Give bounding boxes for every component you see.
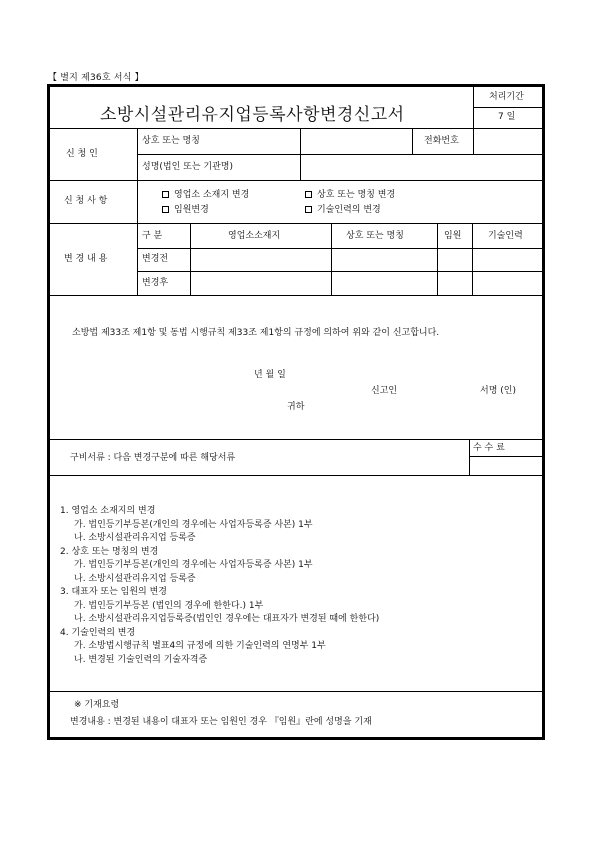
fee-field[interactable] (471, 458, 541, 473)
checkbox-icon[interactable] (305, 191, 312, 198)
reporter-label: 신고인 (371, 386, 398, 396)
doc-item-sub: 나. 소방시설관리유지업등록증(법인인 경우에는 대표자가 변경된 때에 한한다) (74, 614, 380, 624)
after-executive-field[interactable] (439, 273, 470, 293)
doc-item-title: 4. 기술인력의 변경 (60, 627, 136, 638)
doc-item-sub: 나. 소방시설관리유지업 등록증 (74, 533, 196, 543)
change-section-label: 변 경 내 용 (64, 254, 108, 264)
option-executive[interactable]: 임원변경 (162, 206, 209, 215)
before-executive-field[interactable] (439, 250, 470, 269)
checkbox-icon[interactable] (162, 206, 169, 213)
col-office-address: 영업소소재지 (228, 231, 281, 241)
col-trade-name: 상호 또는 명칭 (346, 231, 404, 241)
col-executive: 임원 (444, 231, 462, 241)
checkbox-icon[interactable] (305, 206, 312, 213)
before-technical-field[interactable] (474, 250, 541, 269)
doc-item-sub: 가. 법인등기부등본 (법인의 경우에 한한다.) 1부 (74, 600, 264, 611)
applicant-section-label: 신 청 인 (66, 149, 98, 159)
doc-item-sub: 나. 소방시설관리유지업 등록증 (74, 573, 196, 584)
signature-label: 서명 (인) (480, 386, 516, 396)
before-office-field[interactable] (192, 250, 329, 269)
notes-text: 변경내용 : 변경된 내용이 대표자 또는 임원인 경우 『임원』란에 성명을 기재 (70, 717, 372, 727)
required-documents-list (60, 505, 379, 667)
after-trade-name-field[interactable] (333, 273, 435, 293)
doc-item-title: 1. 영업소 소재지의 변경 (60, 506, 156, 516)
addressee-label: 귀하 (287, 402, 305, 412)
phone-field[interactable] (475, 130, 541, 152)
required-documents-label: 구비서류 : 다음 변경구분에 따른 해당서류 (70, 453, 236, 463)
option-office-address[interactable]: 영업소 소재지 변경 (162, 191, 249, 200)
doc-item-sub: 나. 변경된 기술인력의 기술자격증 (74, 654, 208, 665)
processing-period-label: 처리기간 (489, 92, 524, 102)
row-after: 변경후 (142, 278, 169, 288)
row-before: 변경전 (142, 254, 169, 264)
doc-item-sub: 가. 소방법시행규칙 별표4의 규정에 의한 기술인력의 연명부 1부 (74, 641, 326, 651)
processing-period-value: 7 일 (498, 112, 516, 122)
notes-title: ※ 기재요령 (74, 700, 120, 710)
doc-item-title: 2. 상호 또는 명칭의 변경 (60, 546, 159, 557)
option-technical-staff[interactable]: 기술인력의 변경 (305, 206, 381, 215)
trade-name-field[interactable] (302, 130, 410, 152)
trade-name-label: 상호 또는 명칭 (142, 136, 200, 146)
declaration-text: 소방법 제33조 제1항 및 동법 시행규칙 제33조 제1항의 규정에 의하여 위와 같이 신고합니다. (72, 328, 440, 338)
fee-label: 수 수 료 (473, 443, 505, 453)
declaration-date: 년 월 일 (254, 370, 286, 380)
doc-item-sub: 가. 법인등기부등본(개인의 경우에는 사업자등록증 사본) 1부 (74, 560, 313, 570)
representative-name-field[interactable] (302, 156, 541, 178)
checkbox-icon[interactable] (162, 191, 169, 198)
form-number: 【 별지 제36호 서식 】 (48, 73, 144, 83)
before-trade-name-field[interactable] (333, 250, 435, 269)
after-office-field[interactable] (192, 273, 329, 293)
doc-item-title: 3. 대표자 또는 임원의 변경 (60, 587, 167, 597)
after-technical-field[interactable] (474, 273, 541, 293)
col-technical-staff: 기술인력 (488, 231, 523, 241)
option-trade-name[interactable]: 상호 또는 명칭 변경 (305, 191, 395, 200)
form-title: 소방시설관리유지업등록사항변경신고서 (100, 105, 405, 125)
doc-item-sub: 가. 법인등기부등본(개인의 경우에는 사업자등록증 사본) 1부 (74, 519, 313, 530)
col-category: 구 분 (142, 231, 163, 241)
representative-name-label: 성명(법인 또는 기관명) (142, 162, 233, 172)
phone-label: 전화번호 (424, 136, 459, 146)
request-section-label: 신 청 사 항 (64, 196, 108, 206)
